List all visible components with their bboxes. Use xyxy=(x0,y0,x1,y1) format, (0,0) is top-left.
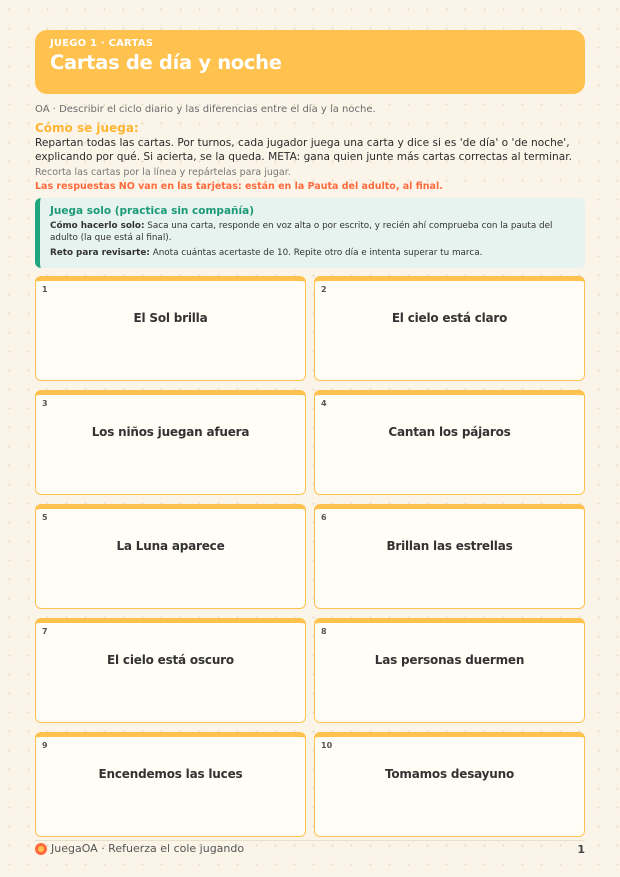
card-text: Brillan las estrellas xyxy=(386,539,513,553)
card-text: La Luna aparece xyxy=(116,539,225,553)
card-1[interactable] xyxy=(35,276,306,381)
solo-heading: Juega solo (practica sin compañía) xyxy=(50,205,254,217)
game-header xyxy=(35,30,585,94)
card-number: 3 xyxy=(42,399,48,408)
card-6[interactable] xyxy=(314,504,585,609)
solo-how-label: Cómo hacerlo solo: xyxy=(50,221,145,231)
card-9[interactable] xyxy=(35,732,306,837)
card-text: El Sol brilla xyxy=(133,311,208,325)
card-text: Las personas duermen xyxy=(374,653,525,667)
card-number: 5 xyxy=(42,513,48,522)
card-number: 10 xyxy=(321,741,333,750)
card-number: 9 xyxy=(42,741,48,750)
solo-play-box xyxy=(35,198,585,268)
footer-divider xyxy=(35,840,585,841)
card-8[interactable] xyxy=(314,618,585,723)
card-7[interactable] xyxy=(35,618,306,723)
cut-note: Recorta las cartas por la línea y repártelas para jugar. xyxy=(35,167,291,178)
card-text: El cielo está oscuro xyxy=(107,653,234,667)
learning-objective: OA · Describir el ciclo diario y las diferencias entre el día y la noche. xyxy=(35,104,376,115)
card-text: Encendemos las luces xyxy=(98,767,243,781)
solo-challenge xyxy=(50,247,575,259)
solo-how xyxy=(50,220,575,244)
howto-heading: Cómo se juega: xyxy=(35,121,139,135)
howto-text: Repartan todas las cartas. Por turnos, cada jugador juega una carta y dice si es 'de día' o 'de noche', explicando por qué. Si acierta, se la queda. META: gana quien junte más cartas correctas al terminar. xyxy=(35,137,572,163)
card-text: Cantan los pájaros xyxy=(388,425,511,439)
footer-brand: JuegaOA · Refuerza el cole jugando xyxy=(51,842,245,855)
card-number: 8 xyxy=(321,627,327,636)
page-title: Cartas de día y noche xyxy=(50,51,282,74)
card-text: El cielo está claro xyxy=(391,311,508,325)
solo-challenge-text: Anota cuántas acertaste de 10. Repite otro día e intenta superar tu marca. xyxy=(152,248,483,258)
card-number: 4 xyxy=(321,399,327,408)
card-text: Los niños juegan afuera xyxy=(91,425,250,439)
card-4[interactable] xyxy=(314,390,585,495)
card-10[interactable] xyxy=(314,732,585,837)
page-number: 1 xyxy=(577,843,585,856)
card-number: 7 xyxy=(42,627,48,636)
brand-logo-icon xyxy=(35,843,47,855)
card-number: 6 xyxy=(321,513,327,522)
solo-challenge-label: Reto para revisarte: xyxy=(50,248,150,258)
footer xyxy=(35,842,244,855)
solo-how-text: Saca una carta, responde en voz alta o por escrito, y recién ahí comprueba con la pauta del adulto (la que está al final). xyxy=(50,221,553,243)
card-number: 1 xyxy=(42,285,48,294)
game-kicker: JUEGO 1 · CARTAS xyxy=(50,38,154,49)
card-number: 2 xyxy=(321,285,327,294)
card-2[interactable] xyxy=(314,276,585,381)
card-text: Tomamos desayuno xyxy=(384,767,515,781)
card-3[interactable] xyxy=(35,390,306,495)
answers-warning: Las respuestas NO van en las tarjetas: están en la Pauta del adulto, al final. xyxy=(35,181,443,192)
card-5[interactable] xyxy=(35,504,306,609)
